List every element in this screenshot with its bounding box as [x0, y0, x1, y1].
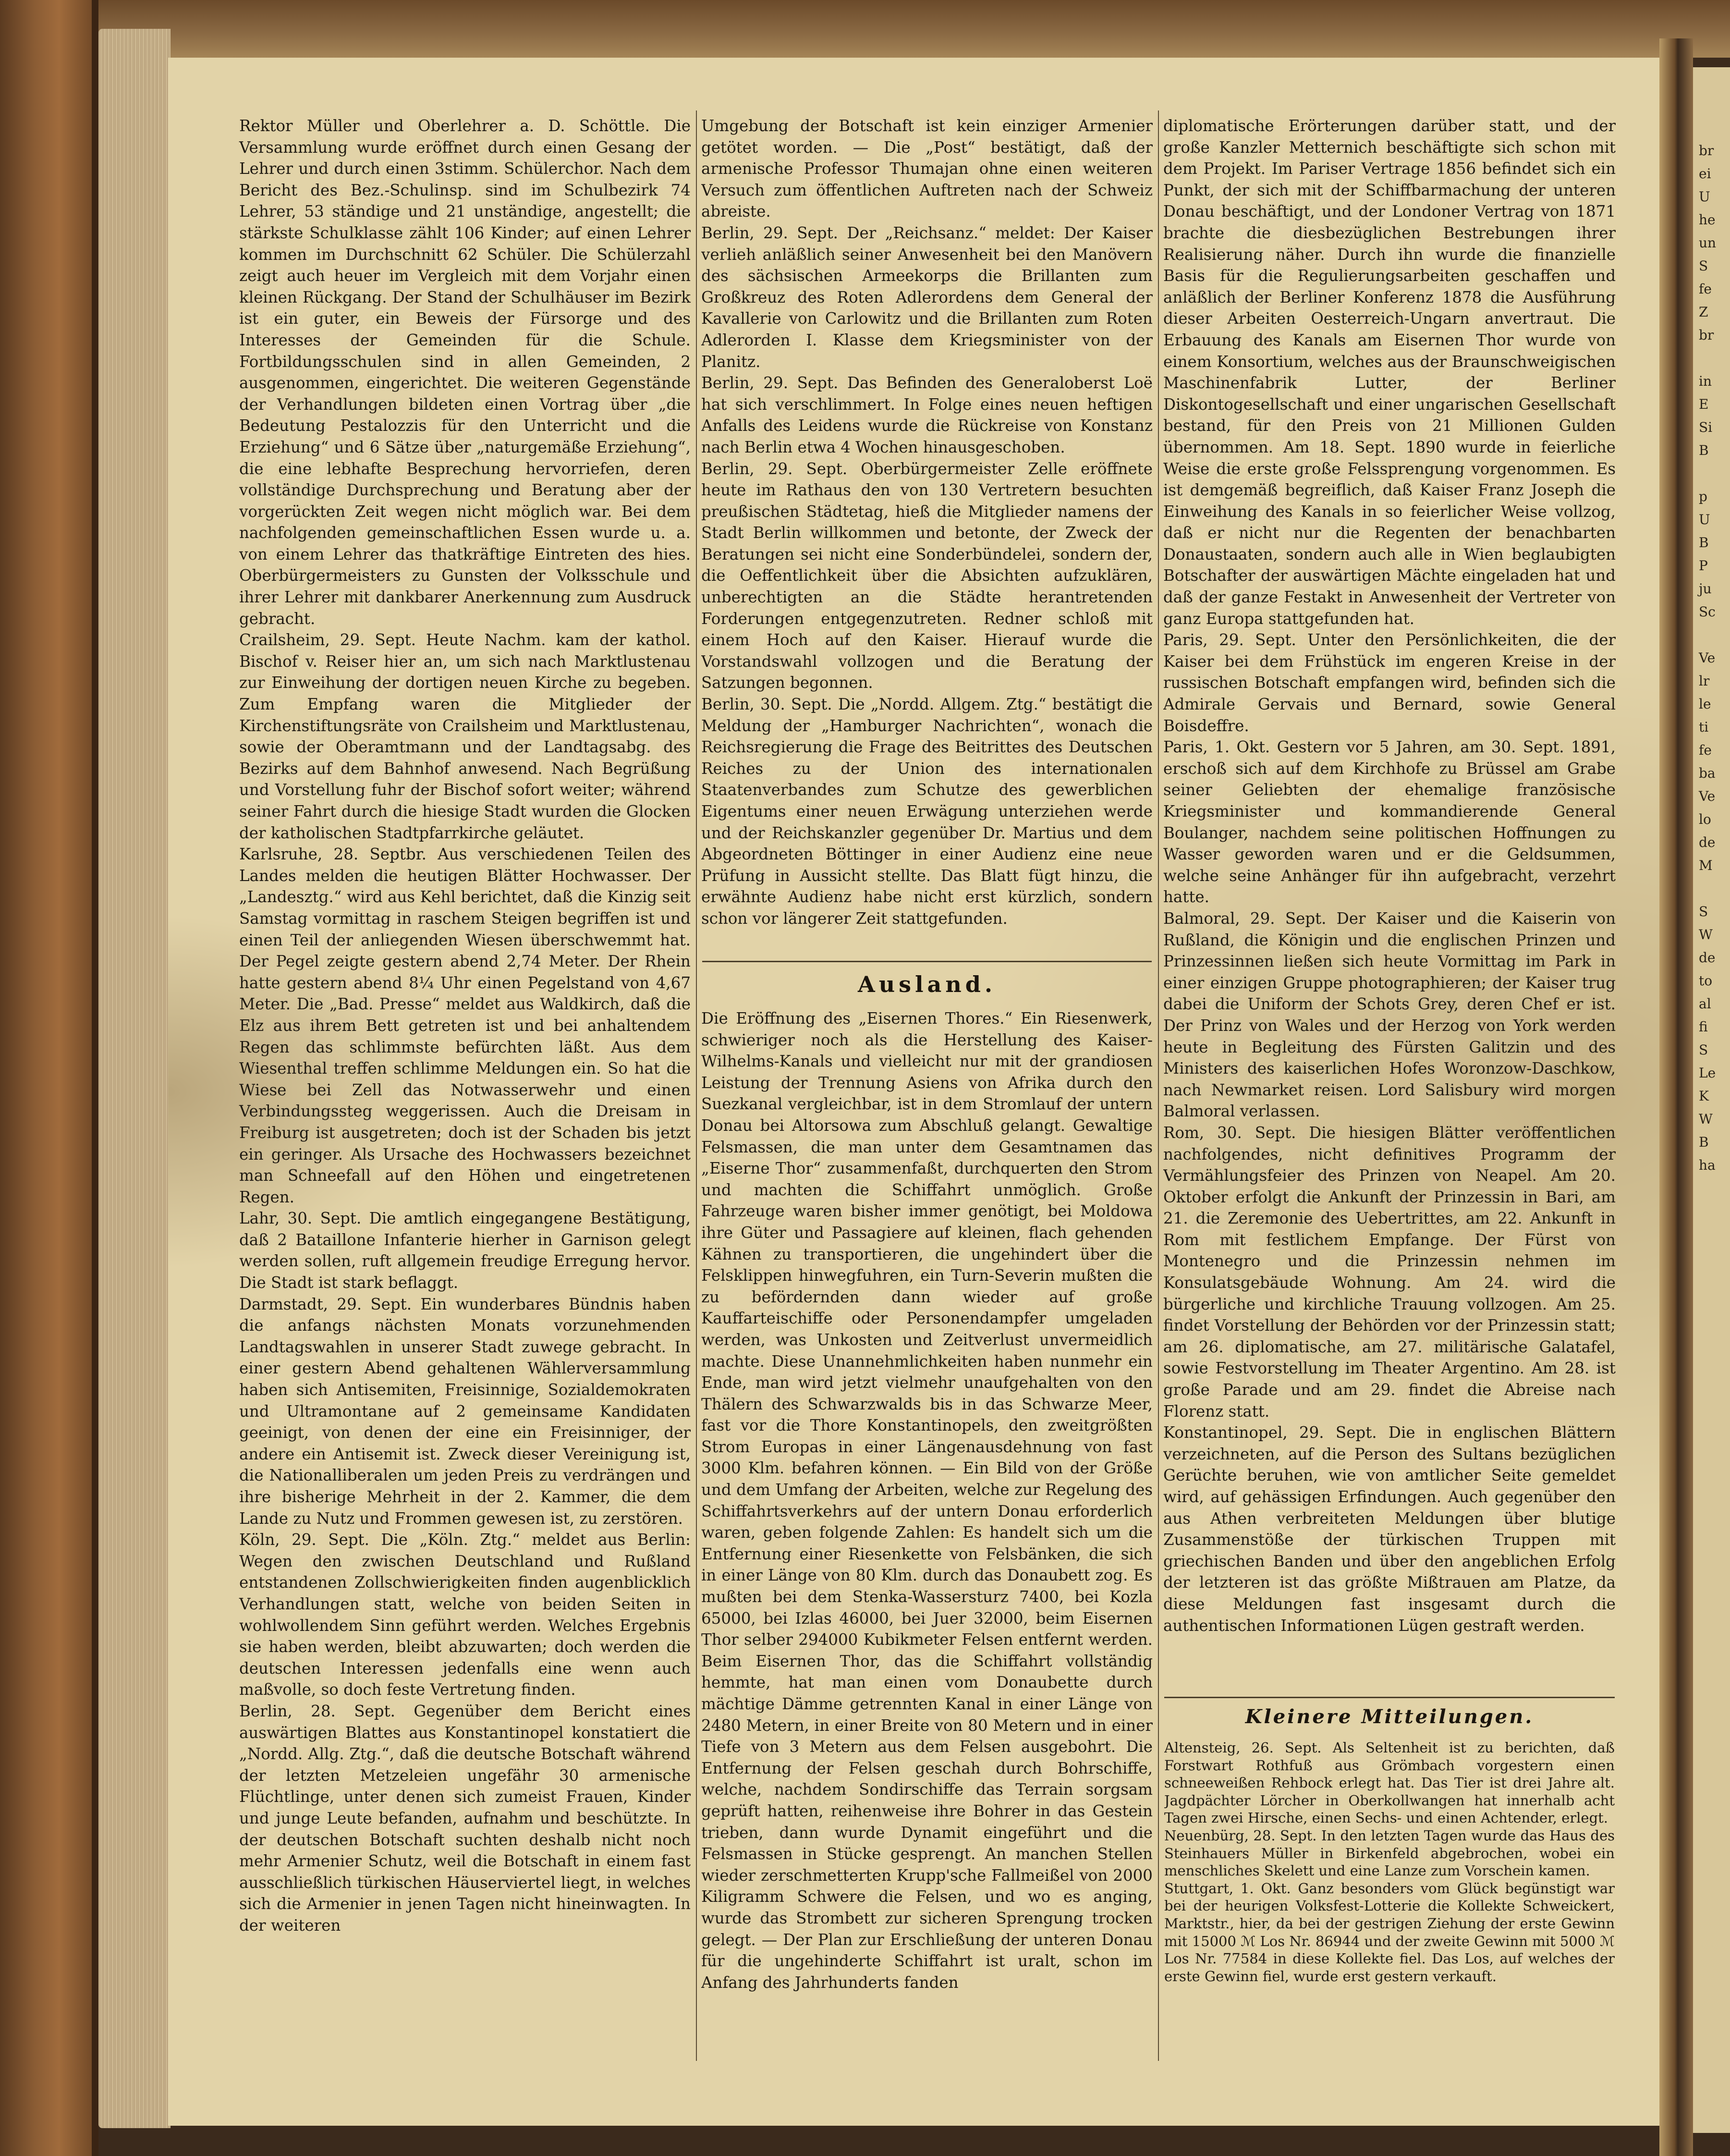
next-page-text-fragment: ei [1699, 166, 1711, 182]
next-page-text-fragment: ba [1699, 765, 1716, 781]
next-page-text-fragment: S [1699, 904, 1708, 919]
next-page-text-fragment: de [1699, 950, 1716, 966]
next-page-text-fragment: to [1699, 973, 1713, 989]
next-page-text-fragment: fe [1699, 281, 1712, 297]
column-right-bottom: Altensteig, 26. Sept. Als Seltenheit ist zu berichten, daß Forstwart Rothfuß aus Grömbach vorgestern einen schneeweißen Rehbock erlegt hat. Das Tier ist drei Jahre alt. Jagdpächter Lörcher in Oberkollwangen hat innerhalb acht Tagen zwei Hirsche, einen Sechs- und einen Achtender, erlegt. Neuenbürg, 28. Sept. In den letzten Tagen wurde das Haus des Steinhauers Müller in Birkenfeld abgebrochen, wobei ein menschliches Skelett und eine Lanze zum Vorschein kamen. Stuttgart, 1. Okt. Ganz besonders vom Glück begünstigt war bei der heurigen Volksfest-Lotterie die Kollekte Schweickert, Marktstr., hier, da bei der gestrigen Ziehung der erste Gewinn mit 15000 ℳ Los Nr. 86944 und der zweite Gewinn mit 5000 ℳ Los Nr. 77584 in diese Kollekte fiel. Das Los, auf welches der erste Gewinn fiel, wurde erst gestern verkauft. [1164, 1740, 1615, 1984]
column-middle-bottom: Die Eröffnung des „Eisernen Thores.“ Ein Riesenwerk, schwieriger noch als die Herstellung des Kaiser-Wilhelms-Kanals und vielleicht nur mit der grandiosen Leistung der Trennung Asiens von Afrika durch den Suezkanal vergleichbar, ist in dem Stromlauf der untern Donau bei Altorsowa zum Abschluß gelangt. Gewaltige Felsmassen, die man unter dem Gesamtnamen das „Eiserne Thor“ zusammenfaßt, durchquerten den Strom und machten die Schiffahrt unmöglich. Große Fahrzeuge waren bisher immer genötigt, bei Moldowa ihre Güter und Passagiere auf kleinen, flach gehenden Kähnen zu transportieren, die ungehindert über die Felsklippen hinwegfuhren, ein Turn-Severin mußten die zu befördernden dann wieder auf große Kauffarteischiffe oder Personendampfer umgeladen werden, was Unkosten und Zeitverlust unvermeidlich machte. Diese Unannehmlichkeiten haben nunmehr ein Ende, man wird jetzt vielmehr unaufgehalten von den Thälern des Schwarzwalds bis in das Schwarze Meer, fast vor die Thore Konstantinopels, den zweitgrößten Strom Europas in einer Längenausdehnung von fast 3000 Klm. befahren können. — Ein Bild von der Größe und dem Umfang der Arbeiten, welche zur Regelung des Schiffahrtsverkehrs auf der untern Donau erforderlich waren, geben folgende Zahlen: Es handelt sich um die Entfernung einer Riesenkette von Felsbänken, die sich in einer Länge von 80 Klm. durch das Donaubett zog. Es mußten bei dem Stenka-Wassersturz 7400, bei Kozla 65000, bei Izlas 46000, bei Juer 32000, beim Eisernen Thor selber 294000 Kubikmeter Felsen entfernt werden. Beim Eisernen Thor, das die Schiffahrt vollständig hemmte, hat man einen vom Donaubette durch mächtige Dämme getrennten Kanal in einer Länge von 2480 Metern, in einer Breite von 80 Metern und in einer Tiefe von 3 Metern aus dem Felsen ausgebohrt. Die Entfernung der Felsen geschah durch Bohrschiffe, welche, nachdem Sondirschiffe das Terrain sorgsam geprüft hatten, reihenweise ihre Bohrer in das Gestein trieben, dann wurde Dynamit eingeführt und die Felsmassen in Stücke gesprengt. An manchen Stellen wieder zerschmetterten Krupp'sche Fallmeißel von 2000 Kiligramm Schwere die Felsen, und wo es anging, wurde das Strombett zur sicheren Sprengung trocken gelegt. — Der Plan zur Erschließung der unteren Donau für die ungehinderte Schiffahrt ist uralt, schon im Anfang des Jahrhunderts fanden [701, 1009, 1153, 1992]
column-rule-2 [1158, 110, 1159, 2061]
next-page-text-fragment: ju [1699, 581, 1712, 597]
next-page-text-fragment: W [1699, 927, 1713, 943]
book-top-edge [98, 0, 1730, 58]
next-page-text-fragment: U [1699, 512, 1710, 527]
column-rule-1 [696, 110, 697, 2061]
next-page-text-fragment: B [1699, 1134, 1709, 1150]
next-page-text-fragment: lr [1699, 673, 1710, 689]
next-page-text-fragment: un [1699, 235, 1717, 251]
next-page-text-fragment: le [1699, 696, 1711, 712]
next-page-text-fragment: in [1699, 373, 1712, 389]
next-page-text-fragment: fi [1699, 1019, 1708, 1035]
next-page-text-fragment: de [1699, 834, 1716, 850]
column-right-top: diplomatische Erörterungen darüber statt, und der große Kanzler Metternich beschäftigte sich schon mit dem Projekt. Im Pariser Vertrage 1856 befindet sich ein Punkt, der sich mit der Schiffbarmachung der unteren Donau beschäftigt, und der Londoner Vertrag von 1871 brachte die diesbezüglichen Bestrebungen ihrer Realisierung näher. Durch ihn wurde die finanzielle Basis für die Regulierungsarbeiten geschaffen und anläßlich der Berliner Konferenz 1878 die Ausführung dieser Arbeiten Oesterreich-Ungarn anvertraut. Die Erbauung des Kanals am Eisernen Thor wurde von einem Konsortium, welches aus der Braunschweigischen Maschinenfabrik Lutter, der Berliner Diskontogesellschaft und einer ungarischen Gesellschaft bestand, für den Preis von 21 Millionen Gulden übernommen. Am 18. Sept. 1890 wurde in feierliche Weise die erste große Felssprengung vorgenommen. Es ist demgemäß begreiflich, daß Kaiser Franz Joseph die Einweihung des Kanals in so feierlicher Weise vollzog, daß er nicht nur die Regenten der benachbarten Donaustaaten, sondern auch alle in Wien beglaubigten Botschafter der auswärtigen Mächte eingeladen hat und daß der ganze Festakt in Anwesenheit der Vertreter von ganz Europa stattgefunden hat. Paris, 29. Sept. Unter den Persönlichkeiten, die der Kaiser bei dem Frühstück im engeren Kreise in der russischen Botschaft empfangen wird, befinden sich die Admirale Gervais und Bernard, sowie General Boisdeffre. Paris, 1. Okt. Gestern vor 5 Jahren, am 30. Sept. 1891, erschoß sich auf dem Kirchhofe zu Brüssel am Grabe seiner Geliebten der ehemalige französische Kriegsminister und kommandierende General Boulanger, nachdem seine politischen Hoffnungen zu Wasser geworden waren und er die Geldsummen, welche seine Anhänger für ihn aufgebracht, verzehrt hatte. Balmoral, 29. Sept. Der Kaiser und die Kaiserin von Rußland, die Königin und die englischen Prinzen und Prinzessinnen ließen sich heute Vormittag im Park in einer einzigen Gruppe photographieren; der Kaiser trug dabei die Uniform der Schots Grey, deren Chef er ist. Der Prinz von Wales und der Herzog von York werden heute in Begleitung des Fürsten Galitzin und des Ministers des kaiserlichen Hofes Woronzow-Daschkow, nach Newmarket reisen. Lord Salisbury wird morgen Balmoral verlassen. Rom, 30. Sept. Die hiesigen Blätter veröffentlichen nachfolgendes, nicht definitives Programm der Vermählungsfeier des Prinzen von Neapel. Am 20. Oktober erfolgt die Ankunft der Prinzessin in Bari, am 21. die Zeremonie des Uebertrittes, am 22. Ankunft in Rom mit festlichem Empfange. Der Fürst von Montenegro und die Prinzessin nehmen im Konsulatsgebäude Wohnung. Am 24. wird die bürgerliche und kirchliche Trauung vollzogen. Am 25. findet Vorstellung der Behörden vor der Prinzessin statt; am 26. diplomatische, am 27. militärische Galatafel, sowie Festvorstellung im Theater Argentino. Am 28. ist große Parade und am 29. findet die Abreise nach Florenz statt. Konstantinopel, 29. Sept. Die in englischen Blättern verzeichneten, auf die Person des Sultans bezüglichen Gerüchte beruhen, wie von amtlicher Seite gemeldet wird, auf gehässigen Erfindungen. Auch gegenüber den aus Athen verbreiteten Meldungen über blutige Zusammenstöße der türkischen Truppen mit griechischen Banden und über den angeblichen Erfolg der letzteren ist das größte Mißtrauen am Platze, da diese Meldungen fast insgesamt durch die authentischen Informationen Lügen gestraft werden. [1163, 117, 1616, 1635]
section-title-kleinere: Kleinere Mitteilungen. [1245, 1705, 1534, 1728]
book-page-edges [98, 29, 171, 2128]
next-page-text-fragment: he [1699, 212, 1716, 228]
section-title-ausland: Ausland. [858, 971, 996, 997]
next-page-text-fragment: br [1699, 143, 1714, 159]
next-page-text-fragment: br [1699, 327, 1714, 343]
column-left: Rektor Müller und Oberlehrer a. D. Schöttle. Die Versammlung wurde eröffnet durch einen Gesang der Lehrer und durch einen 3stimm. Schülerchor. Nach dem Bericht des Bez.-Schulinsp. sind im Schulbezirk 74 Lehrer, 53 ständige und 21 unständige, angestellt; die stärkste Schulklasse zählt 106 Kinder; auf einen Lehrer kommen im Durchschnitt 62 Schüler. Die Schülerzahl zeigt auch heuer im Vergleich mit dem Vorjahr einen kleinen Rückgang. Der Stand der Schulhäuser im Bezirk ist ein guter, ein Beweis der Fürsorge und des Interesses der Gemeinden für die Schule. Fortbildungsschulen sind in allen Gemeinden, 2 ausgenommen, eingerichtet. Die weiteren Gegenstände der Verhandlungen bildeten einen Vortrag über „die Bedeutung Pestalozzis für den Unterricht und die Erziehung“ und 6 Sätze über „naturgemäße Erziehung“, die eine lebhafte Besprechung hervorriefen, deren vollständige Durchsprechung und Beratung aber der vorgerückten Zeit wegen nicht möglich war. Bei dem nachfolgenden gemeinschaftlichen Essen wurde u. a. von einem Lehrer das thatkräftige Eintreten des hies. Oberbürgermeisters zu Gunsten der Volksschule und ihrer Lehrer mit dankbarer Anerkennung zum Ausdruck gebracht. Crailsheim, 29. Sept. Heute Nachm. kam der kathol. Bischof v. Reiser hier an, um sich nach Marktlustenau zur Einweihung der dortigen neuen Kirche zu begeben. Zum Empfang waren die Mitglieder der Kirchenstiftungsräte von Crailsheim und Marktlustenau, sowie der Oberamtmann und der Landtagsabg. des Bezirks auf dem Bahnhof anwesend. Nach Begrüßung und Vorstellung fuhr der Bischof sofort weiter; während seiner Fahrt durch die hiesige Stadt wurden die Glocken der katholischen Stadtpfarrkirche geläutet. Karlsruhe, 28. Septbr. Aus verschiedenen Teilen des Landes melden die heutigen Blätter Hochwasser. Der „Landesztg.“ wird aus Kehl berichtet, daß die Kinzig seit Samstag vormittag in raschem Steigen begriffen ist und einen Teil der anliegenden Wiesen überschwemmt hat. Der Pegel zeigte gestern abend 2,74 Meter. Der Rhein hatte gestern abend 8¼ Uhr einen Pegelstand von 4,67 Meter. Die „Bad. Presse“ meldet aus Waldkirch, daß die Elz aus ihrem Bett getreten ist und bei anhaltendem Regen das schlimmste befürchten läßt. Aus dem Wiesenthal treffen schlimme Meldungen ein. So hat die Wiese bei Zell das Notwasserwehr und einen Verbindungssteg weggerissen. Auch die Dreisam in Freiburg ist ausgetreten; doch ist der Schaden bis jetzt ein geringer. Als Ursache des Hochwassers bezeichnet man Schneefall auf den Höhen und eingetretenen Regen. Lahr, 30. Sept. Die amtlich eingegangene Bestätigung, daß 2 Bataillone Infanterie hierher in Garnison gelegt werden sollen, ruft allgemein freudige Erregung hervor. Die Stadt ist stark beflaggt. Darmstadt, 29. Sept. Ein wunderbares Bündnis haben die anfangs nächsten Monats vorzunehmenden Landtagswahlen in unserer Stadt zuwege gebracht. In einer gestern Abend gehaltenen Wählerversammlung haben sich Antisemiten, Freisinnige, Sozialdemokraten und Ultramontane auf 2 gemeinsame Kandidaten geeinigt, von denen der eine ein Freisinniger, der andere ein Antisemit ist. Zweck dieser Vereinigung ist, die Nationalliberalen um jeden Preis zu verdrängen und ihre bisherige Mehrheit in der 2. Kammer, die dem Lande zu Nutz und Frommen gewesen ist, zu zerstören. Köln, 29. Sept. Die „Köln. Ztg.“ meldet aus Berlin: Wegen den zwischen Deutschland und Rußland entstandenen Zollschwierigkeiten finden augenblicklich Verhandlungen statt, welche von beiden Seiten in wohlwollendem Sinn geführt werden. Welches Ergebnis sie haben werden, bleibt abzuwarten; doch werden die deutschen Interessen jedenfalls eine wenn auch maßvolle, so doch feste Vertretung finden. Berlin, 28. Sept. Gegenüber dem Bericht eines auswärtigen Blattes aus Konstantinopel konstatiert die „Nordd. Allg. Ztg.“, daß die deutsche Botschaft während der letzten Metzeleien ungefähr 30 armenische Flüchtlinge, unter denen sich zumeist Frauen, Kinder und junge Leute befanden, aufnahm und beschützte. In der deutschen Botschaft suchten deshalb nicht noch mehr Armenier Schutz, weil die Botschaft in einem fast ausschließlich türkischen Häuserviertel liegt, in welches sich die Armenier in jenen Tagen nicht hineinwagten. In der weiteren [239, 117, 691, 1935]
next-page-text-fragment: Ve [1699, 650, 1716, 666]
next-page-text-fragment: S [1699, 258, 1708, 274]
next-page-text-fragment: lo [1699, 811, 1711, 827]
next-page-text-fragment: ha [1699, 1157, 1716, 1173]
next-page-text-fragment: B [1699, 535, 1709, 551]
next-page-text-fragment: M [1699, 858, 1713, 873]
next-page-text-fragment: U [1699, 189, 1710, 205]
next-page-text-fragment: ti [1699, 719, 1709, 735]
next-page-text-fragment: p [1699, 489, 1707, 504]
next-page-text-fragment: S [1699, 1042, 1708, 1058]
next-page-text-fragment: K [1699, 1088, 1709, 1104]
section-rule-kleinere [1164, 1697, 1615, 1698]
column-middle-top: Umgebung der Botschaft ist kein einziger Armenier getötet worden. — Die „Post“ bestätigt, daß der armenische Professor Thumajan ohne einen weiteren Versuch zum öffentlichen Auftreten nach der Schweiz abreiste. Berlin, 29. Sept. Der „Reichsanz.“ meldet: Der Kaiser verlieh anläßlich seiner Anwesenheit bei den Manövern des sächsischen Armeekorps die Brillanten zum Großkreuz des Roten Adlerordens dem General der Kavallerie von Carlowitz und die Brillanten zum Roten Adlerorden I. Klasse dem Kriegsminister von der Planitz. Berlin, 29. Sept. Das Befinden des Generaloberst Loë hat sich verschlimmert. In Folge eines neuen heftigen Anfalls des Leidens wurde die Rückreise von Konstanz nach Berlin etwa 4 Wochen hinausgeschoben. Berlin, 29. Sept. Oberbürgermeister Zelle eröffnete heute im Rathaus den von 130 Vertretern besuchten preußischen Städtetag, hieß die Mitglieder namens der Stadt Berlin willkommen und betonte, der Zweck der Beratungen sei nicht eine Sonderbündelei, sondern der, die Oeffentlichkeit über die Absichten aufzuklären, unberechtigten an die Städte herantretenden Forderungen entgegenzutreten. Redner schloß mit einem Hoch auf den Kaiser. Hierauf wurde die Vorstandswahl vollzogen und die Beratung der Satzungen begonnen. Berlin, 30. Sept. Die „Nordd. Allgem. Ztg.“ bestätigt die Meldung der „Hamburger Nachrichten“, wonach die Reichsregierung die Frage des Beitrittes des Deutschen Reiches zu der Union des internationalen Staatenverbandes zum Schutze des gewerblichen Eigentums einer neuen Erwägung unterziehen werde und der Reichskanzler gegenüber Dr. Martius und dem Abgeordneten Böttinger in einer Audienz eine neue Prüfung in Aussicht stellte. Das Blatt fügt hinzu, die erwähnte Audienz habe nicht erst kürzlich, sondern schon vor längerer Zeit stattgefunden. [701, 117, 1153, 928]
book-cover-spine [0, 0, 98, 2156]
next-page-text-fragment: P [1699, 558, 1708, 574]
next-page-text-fragment: al [1699, 996, 1711, 1012]
section-rule-ausland [702, 961, 1152, 962]
next-page-text-fragment: B [1699, 442, 1709, 458]
next-page-text-fragment: Le [1699, 1065, 1716, 1081]
next-page-text-fragment: W [1699, 1111, 1713, 1127]
next-page-fragment [1693, 67, 1730, 2133]
next-page-text-fragment: Sc [1699, 604, 1716, 620]
next-page-text-fragment: fe [1699, 742, 1712, 758]
next-page-text-fragment: Si [1699, 419, 1713, 435]
next-page-text-fragment: Ve [1699, 788, 1716, 804]
next-page-text-fragment: Z [1699, 304, 1708, 320]
next-page-text-fragment: E [1699, 396, 1709, 412]
book-gutter [1659, 38, 1693, 2156]
